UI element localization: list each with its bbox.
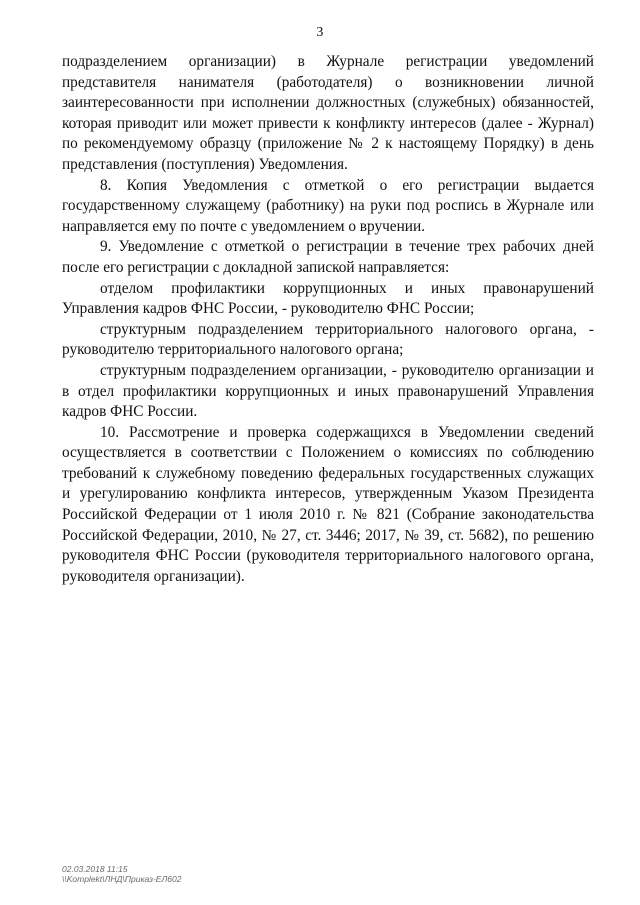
paragraph-item-8: 8. Копия Уведомления с отметкой о его регистрации выдается государственному служащему (работнику) на руки под роспись в Журнале или направляется ему по почте с уведомлением о вручении. (62, 176, 594, 235)
page-number: 3 (316, 25, 324, 40)
paragraph-recipient-1: отделом профилактики коррупционных и иных правонарушений Управления кадров ФНС России, - руководителю ФНС России; (62, 279, 594, 318)
paragraph-item-10: 10. Рассмотрение и проверка содержащихся в Уведомлении сведений осуществляется в соответствии с Положением о комиссиях по соблюдению требований к служебному поведению федеральных государственных служащих и урегулированию конфликта интересов, утвержденным Указом Президента Российской Федерации от 1 июля 2010 г. № 821 (Собрание законодательства Российской Федерации, 2010, № 27, ст. 3446; 2017, № 39, ст. 5682), по решению руководителя ФНС России (руководителя территориального налогового органа, руководителя организации). (62, 423, 594, 585)
paragraph-recipient-3: структурным подразделением организации, - руководителю организации и в отдел профилактики коррупционных и иных правонарушений Управления кадров ФНС России. (62, 361, 594, 421)
paragraph-recipient-2: структурным подразделением территориального налогового органа, - руководителю территориального налогового органа; (62, 320, 594, 359)
footer-timestamp: 02.03.2018 11:15 (62, 864, 128, 874)
document-footer (62, 864, 181, 884)
paragraph-item-9: 9. Уведомление с отметкой о регистрации в течение трех рабочих дней после его регистрации с докладной запиской направляется: (62, 238, 594, 276)
paragraph-continuation: подразделением организации) в Журнале регистрации уведомлений представителя нанимателя (работодателя) о возникновении личной заинтересованности при исполнении должностных (служебных) обязанностей, которая приводит или может привести к конфликту интересов (далее - Журнал) по рекомендуемому образцу (приложение № 2 к настоящему Порядку) в день представления (поступления) Уведомления. (62, 53, 594, 173)
document-body (62, 52, 594, 587)
footer-file-path: \\Komplekt\ЛНД\Приказ-ЕЛ602 (62, 874, 182, 884)
